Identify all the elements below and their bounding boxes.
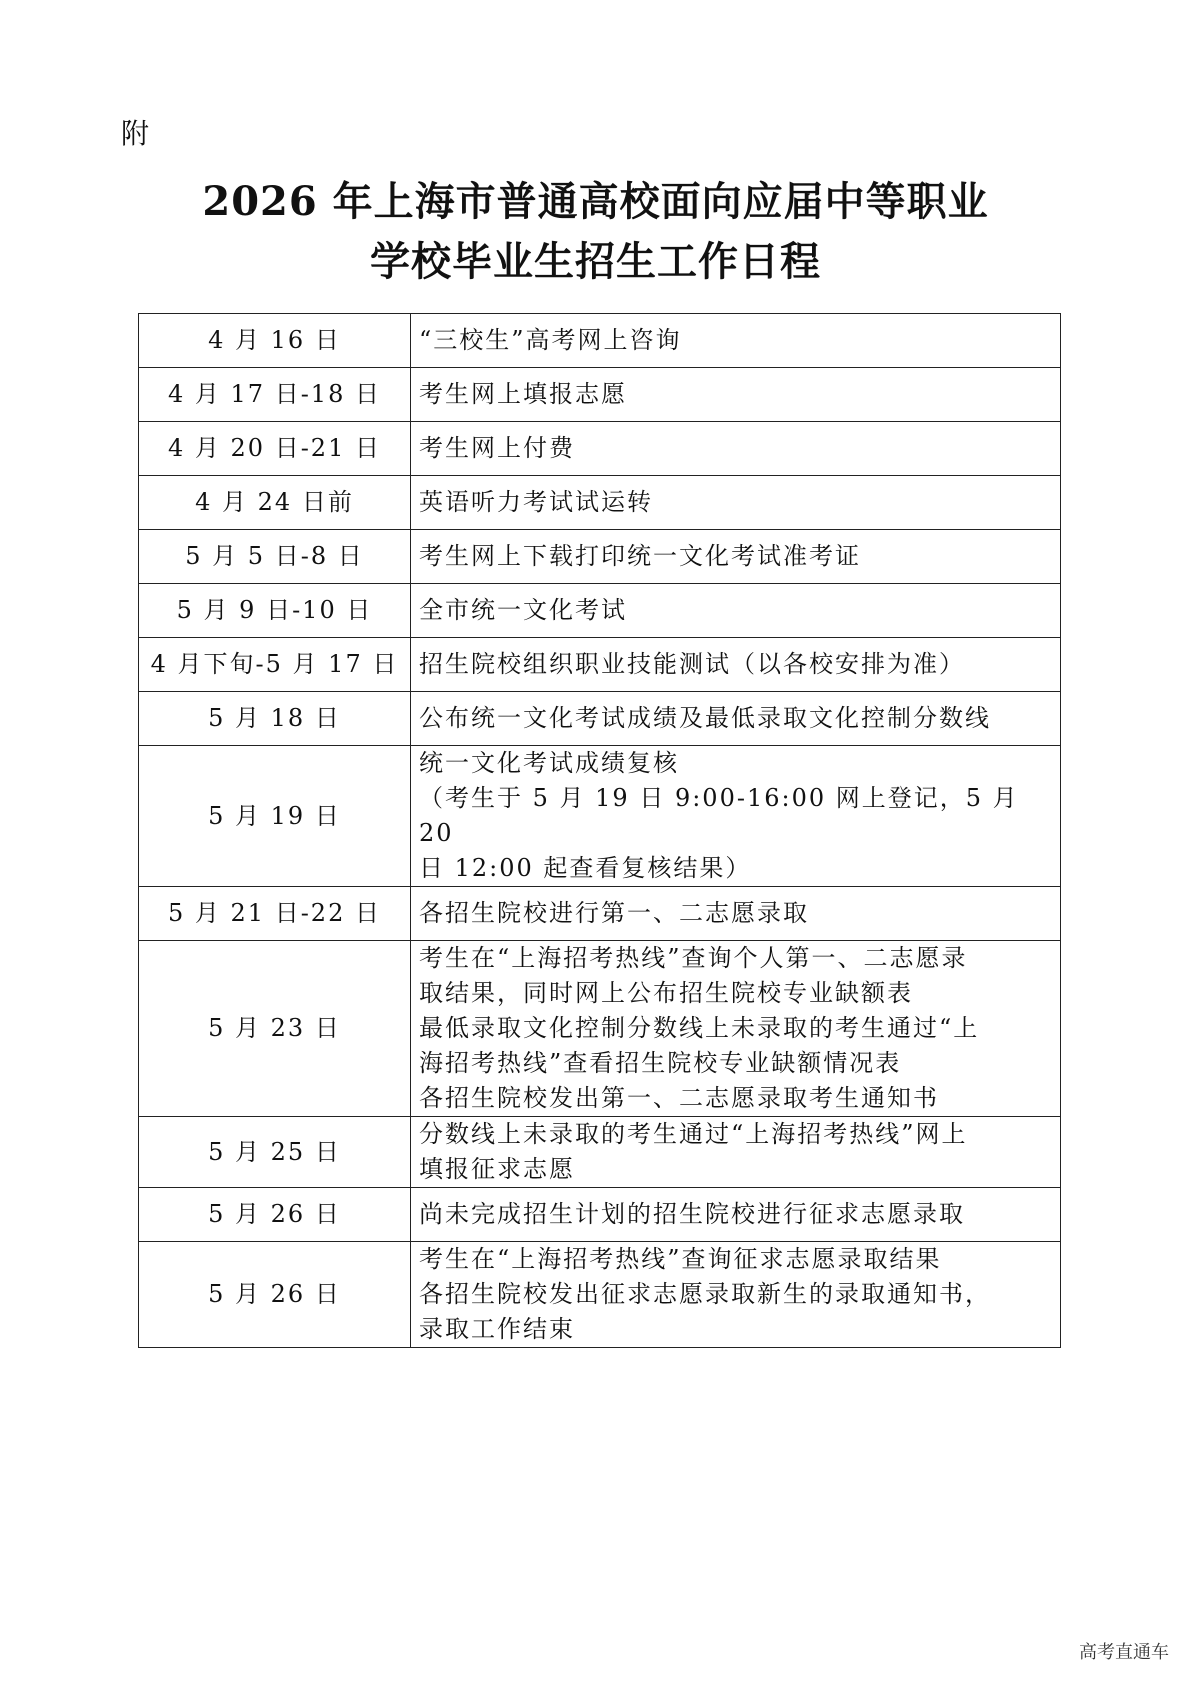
schedule-row <box>139 1117 1061 1188</box>
schedule-event-cell <box>411 422 1061 476</box>
schedule-event-line: 招生院校组织职业技能测试（以各校安排为准） <box>419 650 965 678</box>
schedule-event-line: 考生在“上海招考热线”查询征求志愿录取结果 <box>419 1245 942 1273</box>
schedule-event-cell <box>411 692 1061 746</box>
schedule-event-cell <box>411 530 1061 584</box>
schedule-row <box>139 1242 1061 1348</box>
schedule-event-cell <box>411 1188 1061 1242</box>
schedule-row <box>139 941 1061 1117</box>
schedule-event-cell <box>411 746 1061 887</box>
schedule-row <box>139 314 1061 368</box>
schedule-date-cell: 5 月 21 日-22 日 <box>139 887 411 941</box>
schedule-event-cell <box>411 476 1061 530</box>
schedule-row <box>139 422 1061 476</box>
annex-label: 附 <box>121 117 150 150</box>
schedule-event-line: 考生网上填报志愿 <box>419 380 627 408</box>
schedule-event-cell <box>411 314 1061 368</box>
schedule-event-line: 填报征求志愿 <box>419 1155 575 1183</box>
document-title-line-2: 学校毕业生招生工作日程 <box>370 238 821 285</box>
schedule-date-cell: 5 月 5 日-8 日 <box>139 530 411 584</box>
schedule-event-cell <box>411 584 1061 638</box>
schedule-event-line: 分数线上未录取的考生通过“上海招考热线”网上 <box>419 1120 968 1148</box>
schedule-date-cell: 4 月 20 日-21 日 <box>139 422 411 476</box>
schedule-event-line: 统一文化考试成绩复核 <box>419 749 679 777</box>
schedule-event-line: 考生网上付费 <box>419 434 575 462</box>
schedule-event-cell <box>411 1242 1061 1348</box>
schedule-date-cell: 5 月 18 日 <box>139 692 411 746</box>
schedule-row <box>139 746 1061 887</box>
schedule-date-cell: 5 月 9 日-10 日 <box>139 584 411 638</box>
schedule-row <box>139 368 1061 422</box>
schedule-event-line: 各招生院校发出征求志愿录取新生的录取通知书， <box>419 1280 991 1308</box>
schedule-event-line: 取结果，同时网上公布招生院校专业缺额表 <box>419 979 913 1007</box>
schedule-row <box>139 887 1061 941</box>
schedule-row <box>139 692 1061 746</box>
schedule-event-line: 英语听力考试试运转 <box>419 488 653 516</box>
schedule-event-line: 海招考热线”查看招生院校专业缺额情况表 <box>419 1049 902 1077</box>
schedule-date-cell: 5 月 26 日 <box>139 1188 411 1242</box>
watermark-text: 高考直通车 <box>1079 1642 1169 1663</box>
schedule-date-cell: 4 月下旬-5 月 17 日 <box>139 638 411 692</box>
document-title-line-1: 2026 年上海市普通高校面向应届中等职业 <box>202 178 989 225</box>
schedule-event-cell <box>411 368 1061 422</box>
schedule-row <box>139 476 1061 530</box>
schedule-date-cell: 4 月 24 日前 <box>139 476 411 530</box>
schedule-event-line: 考生网上下载打印统一文化考试准考证 <box>419 542 861 570</box>
schedule-row <box>139 530 1061 584</box>
schedule-event-cell <box>411 638 1061 692</box>
schedule-row <box>139 638 1061 692</box>
schedule-event-line: 公布统一文化考试成绩及最低录取文化控制分数线 <box>419 704 991 732</box>
schedule-event-line: 录取工作结束 <box>419 1315 575 1343</box>
schedule-table <box>138 313 1061 1348</box>
schedule-date-cell: 5 月 23 日 <box>139 941 411 1117</box>
schedule-date-cell: 4 月 17 日-18 日 <box>139 368 411 422</box>
schedule-event-cell <box>411 941 1061 1117</box>
schedule-event-line: 各招生院校发出第一、二志愿录取考生通知书 <box>419 1084 939 1112</box>
schedule-event-line: 各招生院校进行第一、二志愿录取 <box>419 899 809 927</box>
schedule-event-line: 最低录取文化控制分数线上未录取的考生通过“上 <box>419 1014 980 1042</box>
schedule-date-cell: 4 月 16 日 <box>139 314 411 368</box>
schedule-event-line: 考生在“上海招考热线”查询个人第一、二志愿录 <box>419 944 968 972</box>
schedule-date-cell: 5 月 26 日 <box>139 1242 411 1348</box>
schedule-event-line: 尚未完成招生计划的招生院校进行征求志愿录取 <box>419 1200 965 1228</box>
schedule-date-cell: 5 月 19 日 <box>139 746 411 887</box>
schedule-event-cell <box>411 887 1061 941</box>
schedule-row <box>139 1188 1061 1242</box>
schedule-event-cell <box>411 1117 1061 1188</box>
schedule-date-cell: 5 月 25 日 <box>139 1117 411 1188</box>
schedule-table-body <box>139 314 1061 1348</box>
schedule-event-line: “三校生”高考网上咨询 <box>419 326 682 354</box>
schedule-row <box>139 584 1061 638</box>
schedule-event-line: 全市统一文化考试 <box>419 596 627 624</box>
schedule-event-line: 日 12:00 起查看复核结果） <box>419 854 752 882</box>
schedule-event-line: （考生于 5 月 19 日 9:00-16:00 网上登记，5 月 20 <box>419 784 1019 847</box>
